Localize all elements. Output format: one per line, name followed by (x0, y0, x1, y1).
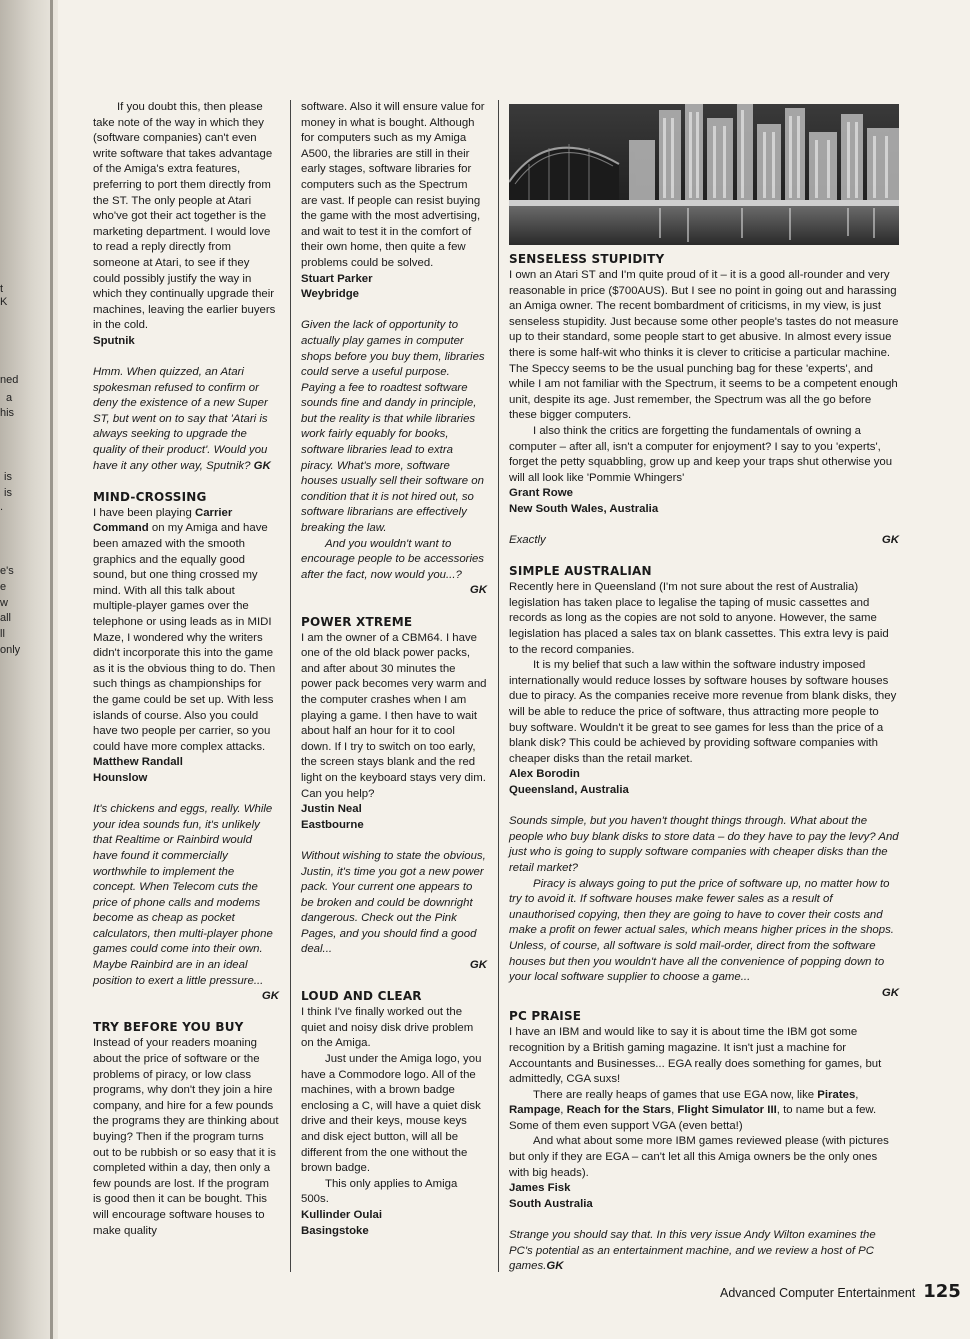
column-1 (93, 100, 279, 1239)
letter-heading: LOUD AND CLEAR (301, 989, 422, 1004)
letter-body: I own an Atari ST and I'm quite proud of it – it is a good all-rounder and very reasonable in price ($700AUS). But I see no point in going out and harassing an Amiga owner. The recent bombardment of criticisms, in my view, is just senseless stupidity. Just because some other people's tastes do not measure up to their standard, some people start to get abusive. In almost every issue there is some half-wit who thinks it is clever to criticise a particular machine. The Speccy seems to be the usual punching bag for these 'experts', and while I am not familiar with the Spectrum, it seems to be a competent enough unit, despite its age. Just remember, the Spectrum was all the go before these bigger computers. (509, 269, 899, 422)
letter-signature: Stuart Parker (301, 272, 373, 285)
editor-reply: Piracy is always going to put the price of software up, no matter how to try to avoid it. If software houses make fewer sales as a result of unauthorised copying, then they are going to have to cover their costs and make a profit on fewer actual sales, which means higher prices in the shops. Unless, of course, all software is sold mail-order, direct from the software houses but then you wouldn't have all the convenience of popping down to your local software supplier to choose a game... (509, 877, 894, 984)
editor-reply: Hmm. When quizzed, an Atari spokesman refused to confirm or deny the existence of a new Super ST, but went on to say that 'Atari is always seeking to upgrade the quality of their product'. Would you have it any other way, Sputnik? GK (93, 366, 271, 472)
fragment: all (0, 612, 12, 624)
column-rule (498, 100, 499, 1272)
fragment: ned (0, 374, 19, 386)
editor-reply: And you wouldn't want to encourage people to be accessories after the fact, now would you...? (301, 537, 485, 581)
fragment: . (0, 501, 4, 513)
editor-reply: Sounds simple, but you haven't thought things through. What about the people who buy blank disks to store data – do they have to pay the levy? And just who is going to supply software companies with cheaper disks than the retail market? (509, 815, 899, 874)
letter-location: Eastbourne (301, 818, 364, 831)
game-title: Carrier Command (93, 506, 233, 535)
editor-reply: Given the lack of opportunity to actually play games in computer shops before you buy them, libraries could serve a useful purpose. Paying a fee to roadtest software sounds fine and dandy in principle, but the reality is that while libraries work fairly equably for books, software libraries lead to extra piracy. What's more, software houses usually sell their software on condition that it is not hired out, so software librarians are effectively breaking the law. (301, 319, 485, 535)
letter-heading: TRY BEFORE YOU BUY (93, 1020, 244, 1035)
letter-location: Queensland, Australia (509, 784, 629, 796)
reply-signature: GK (261, 990, 279, 1003)
fragment: is (4, 487, 12, 499)
letter-signature: Alex Borodin (509, 768, 580, 781)
game-title: Pirates (817, 1088, 856, 1101)
letter-signature: Kullinder Oulai (301, 1208, 383, 1221)
letter-body: Instead of your readers moaning about the price of software or the problems of piracy, or low class programs, why don't they join a hire company, and hire for a few pounds the programs they are thinking about buying? Then if the program turns out to be rubbish or so easy that it is completed within a day, then only a few pounds are lost. If the program is good then it can be bought. This will encourage software houses to make quality (93, 1037, 279, 1237)
game-title: Flight Simulator III (677, 1104, 777, 1117)
letter-body: This only applies to Amiga 500s. (301, 1177, 458, 1206)
letter-body: Just under the Amiga logo, you have a Commodore logo. All of the machines, with a brown badge enclosing a C, will have a quiet disk drive and their keys, mouse keys and disk eject button, will all be different from the one without the brown badge. (301, 1053, 482, 1175)
letter-heading: POWER XTREME (301, 614, 413, 629)
city-night-photo (509, 104, 899, 245)
fragment: t (0, 283, 4, 295)
letter-location: New South Wales, Australia (509, 502, 659, 515)
letter-body: I am the owner of a CBM64. I have one of the old black power packs, and after about 30 minutes the power pack becomes very warm and the computer crashes when I am playing a game. I then have to wait about half an hour for it to cool down. If I try to switch on too early, the screen stays blank and the red light on the keyboard stays very dim. Can you help? (301, 631, 487, 800)
letter-signature: Sputnik (93, 334, 135, 347)
letter-body: It is my belief that such a law within the software industry imposed internationally would reduce losses by software houses by software houses due to piracy. As the companies receive more revenue from blank disks, they will be able to reduce the price of software, thus attracting more people to buy software. Wouldn't it be great to see games for less than the price of a blank disk? This could be achieved by providing software companies with cheaper disks than the retail market. (509, 659, 897, 765)
fragment: w (0, 597, 8, 609)
fragment: ll (0, 628, 5, 640)
letter-location: Basingstoke (301, 1224, 369, 1237)
letter-location: Hounslow (93, 771, 148, 784)
letter-body: I have been playing Carrier Command on my Amiga and have been amazed with the smooth graphics and the equally good sound, but one thing crossed my mind. With all this talk about multiple-player games over the telephone or using leads as in MIDI Maze, I wondered why the writers didn't incorporate this into the game as it is the obvious thing to do. Then such things as championships for the game could be set up. With less islands of course. Also you could have two people per carrier, so you could have more complex attacks. (93, 506, 276, 753)
fragment: e's (0, 565, 14, 577)
reply-signature: GK (881, 986, 899, 999)
fragment: his (0, 407, 15, 419)
letter-location: South Australia (509, 1197, 593, 1210)
editor-reply: It's chickens and eggs, really. While your idea sounds fun, it's unlikely that Realtime or Rainbird would have found it commercially worthwhile to implement the concept. When Telecom cuts the price of phone calls and modems become as cheap as pocket calculators, then multi-player phone games could come into their own. Maybe Rainbird are in an ideal position to exert a little pressure... (93, 803, 273, 987)
letter-body: I also think the critics are forgetting the fundamentals of owning a computer – after all, isn't a computer for enjoyment? I say to you 'experts', forget the petty squabbling, grow up and keep your traps shut otherwise you will all look like 'Pommie Whingers' (509, 424, 893, 484)
reply-signature: GK (469, 584, 487, 597)
letter-signature: James Fisk (509, 1182, 571, 1195)
editor-reply: Strange you should say that. In this very issue Andy Wilton examines the PC's potential as an entertainment machine, and we review a host of PC games.GK (509, 1229, 876, 1273)
letter-heading: SIMPLE AUSTRALIAN (509, 564, 652, 579)
fragment: e (0, 581, 7, 593)
fragment: is (4, 471, 12, 483)
letter-heading: PC PRAISE (509, 1009, 582, 1024)
letter-location: Weybridge (301, 288, 360, 301)
letter-body: There are really heaps of games that use EGA now, like Pirates, Rampage, Reach for the Stars, Flight Simulator III, to name but a few. Some of them even support VGA (even betta!) (509, 1088, 877, 1132)
column-3 (509, 104, 899, 1275)
reply-signature: GK (881, 534, 899, 547)
page-footer (720, 1281, 961, 1302)
letter-heading: MIND-CROSSING (93, 489, 207, 504)
column-rule (290, 100, 291, 1272)
game-title: Rampage (509, 1104, 561, 1117)
reply-signature: GK (546, 1260, 564, 1273)
letter-body: If you doubt this, then please take note of the way in which they (software companies) can't even write software that takes advantage of the Amiga's extra features, preferring to port them directly from the ST. The only people at Atari who've got their act together is the marketing department. I would love to read a reply directly from someone at Atari, to see if they could possibly justify the way in which they continually upgrade their machines, leaving the earlier buyers in the cold. (93, 101, 276, 332)
letter-signature: Matthew Randall (93, 756, 183, 769)
letter-body: software. Also it will ensure value for money in what is bought. Although for computers such as my Amiga A500, the libraries are still in their early stages, software libraries for computers such as the Spectrum are vast. If people can resist buying the game with the most advertising, and wait to test it in the comfort of their own home, then quite a few problems could be solved. (301, 101, 485, 269)
editor-reply: Without wishing to state the obvious, Justin, it's time you got a new power pack. Your current one appears to be broken and could be downright dangerous. Check out the Pink Pages, and you should find a good deal... (301, 849, 486, 956)
page-number: 125 (923, 1281, 961, 1302)
letter-signature: Grant Rowe (509, 487, 573, 500)
letter-signature: Justin Neal (301, 803, 362, 816)
skyline-image (509, 104, 899, 245)
fragment: only (0, 644, 21, 656)
fragment: a (6, 392, 13, 404)
reply-signature: GK (253, 459, 271, 472)
letter-body: I think I've finally worked out the quiet and noisy disk drive problem on the Amiga. (301, 1006, 474, 1050)
editor-reply: Exactly (509, 534, 546, 547)
letter-body: And what about some more IBM games reviewed please (with pictures but only if they are EGA – can't let all this Amiga owners be the only ones with big heads). (509, 1135, 889, 1179)
letter-heading: SENSELESS STUPIDITY (509, 252, 665, 266)
reply-signature: GK (469, 959, 487, 972)
fragment: K (0, 296, 8, 308)
column-2 (301, 100, 487, 1239)
magazine-name: Advanced Computer Entertainment (720, 1286, 916, 1300)
letter-body: Recently here in Queensland (I'm not sure about the rest of Australia) legislation has taken place to legalise the taping of music cassettes and records as long as the copies are not sold to anyone. However, the same legislation has placed a sales tax on blank cassettes. This extra levy is paid to the record companies. (509, 581, 889, 656)
game-title: Reach for the Stars (566, 1104, 672, 1117)
letter-body: I have an IBM and would like to say it is about time the IBM got some recognition by a British gaming magazine. It isn't just a machine for Accountants and Businesses... EGA really does something for games, but admittedly, CGA suxs! (509, 1026, 882, 1086)
binding-shadow (50, 0, 53, 1339)
